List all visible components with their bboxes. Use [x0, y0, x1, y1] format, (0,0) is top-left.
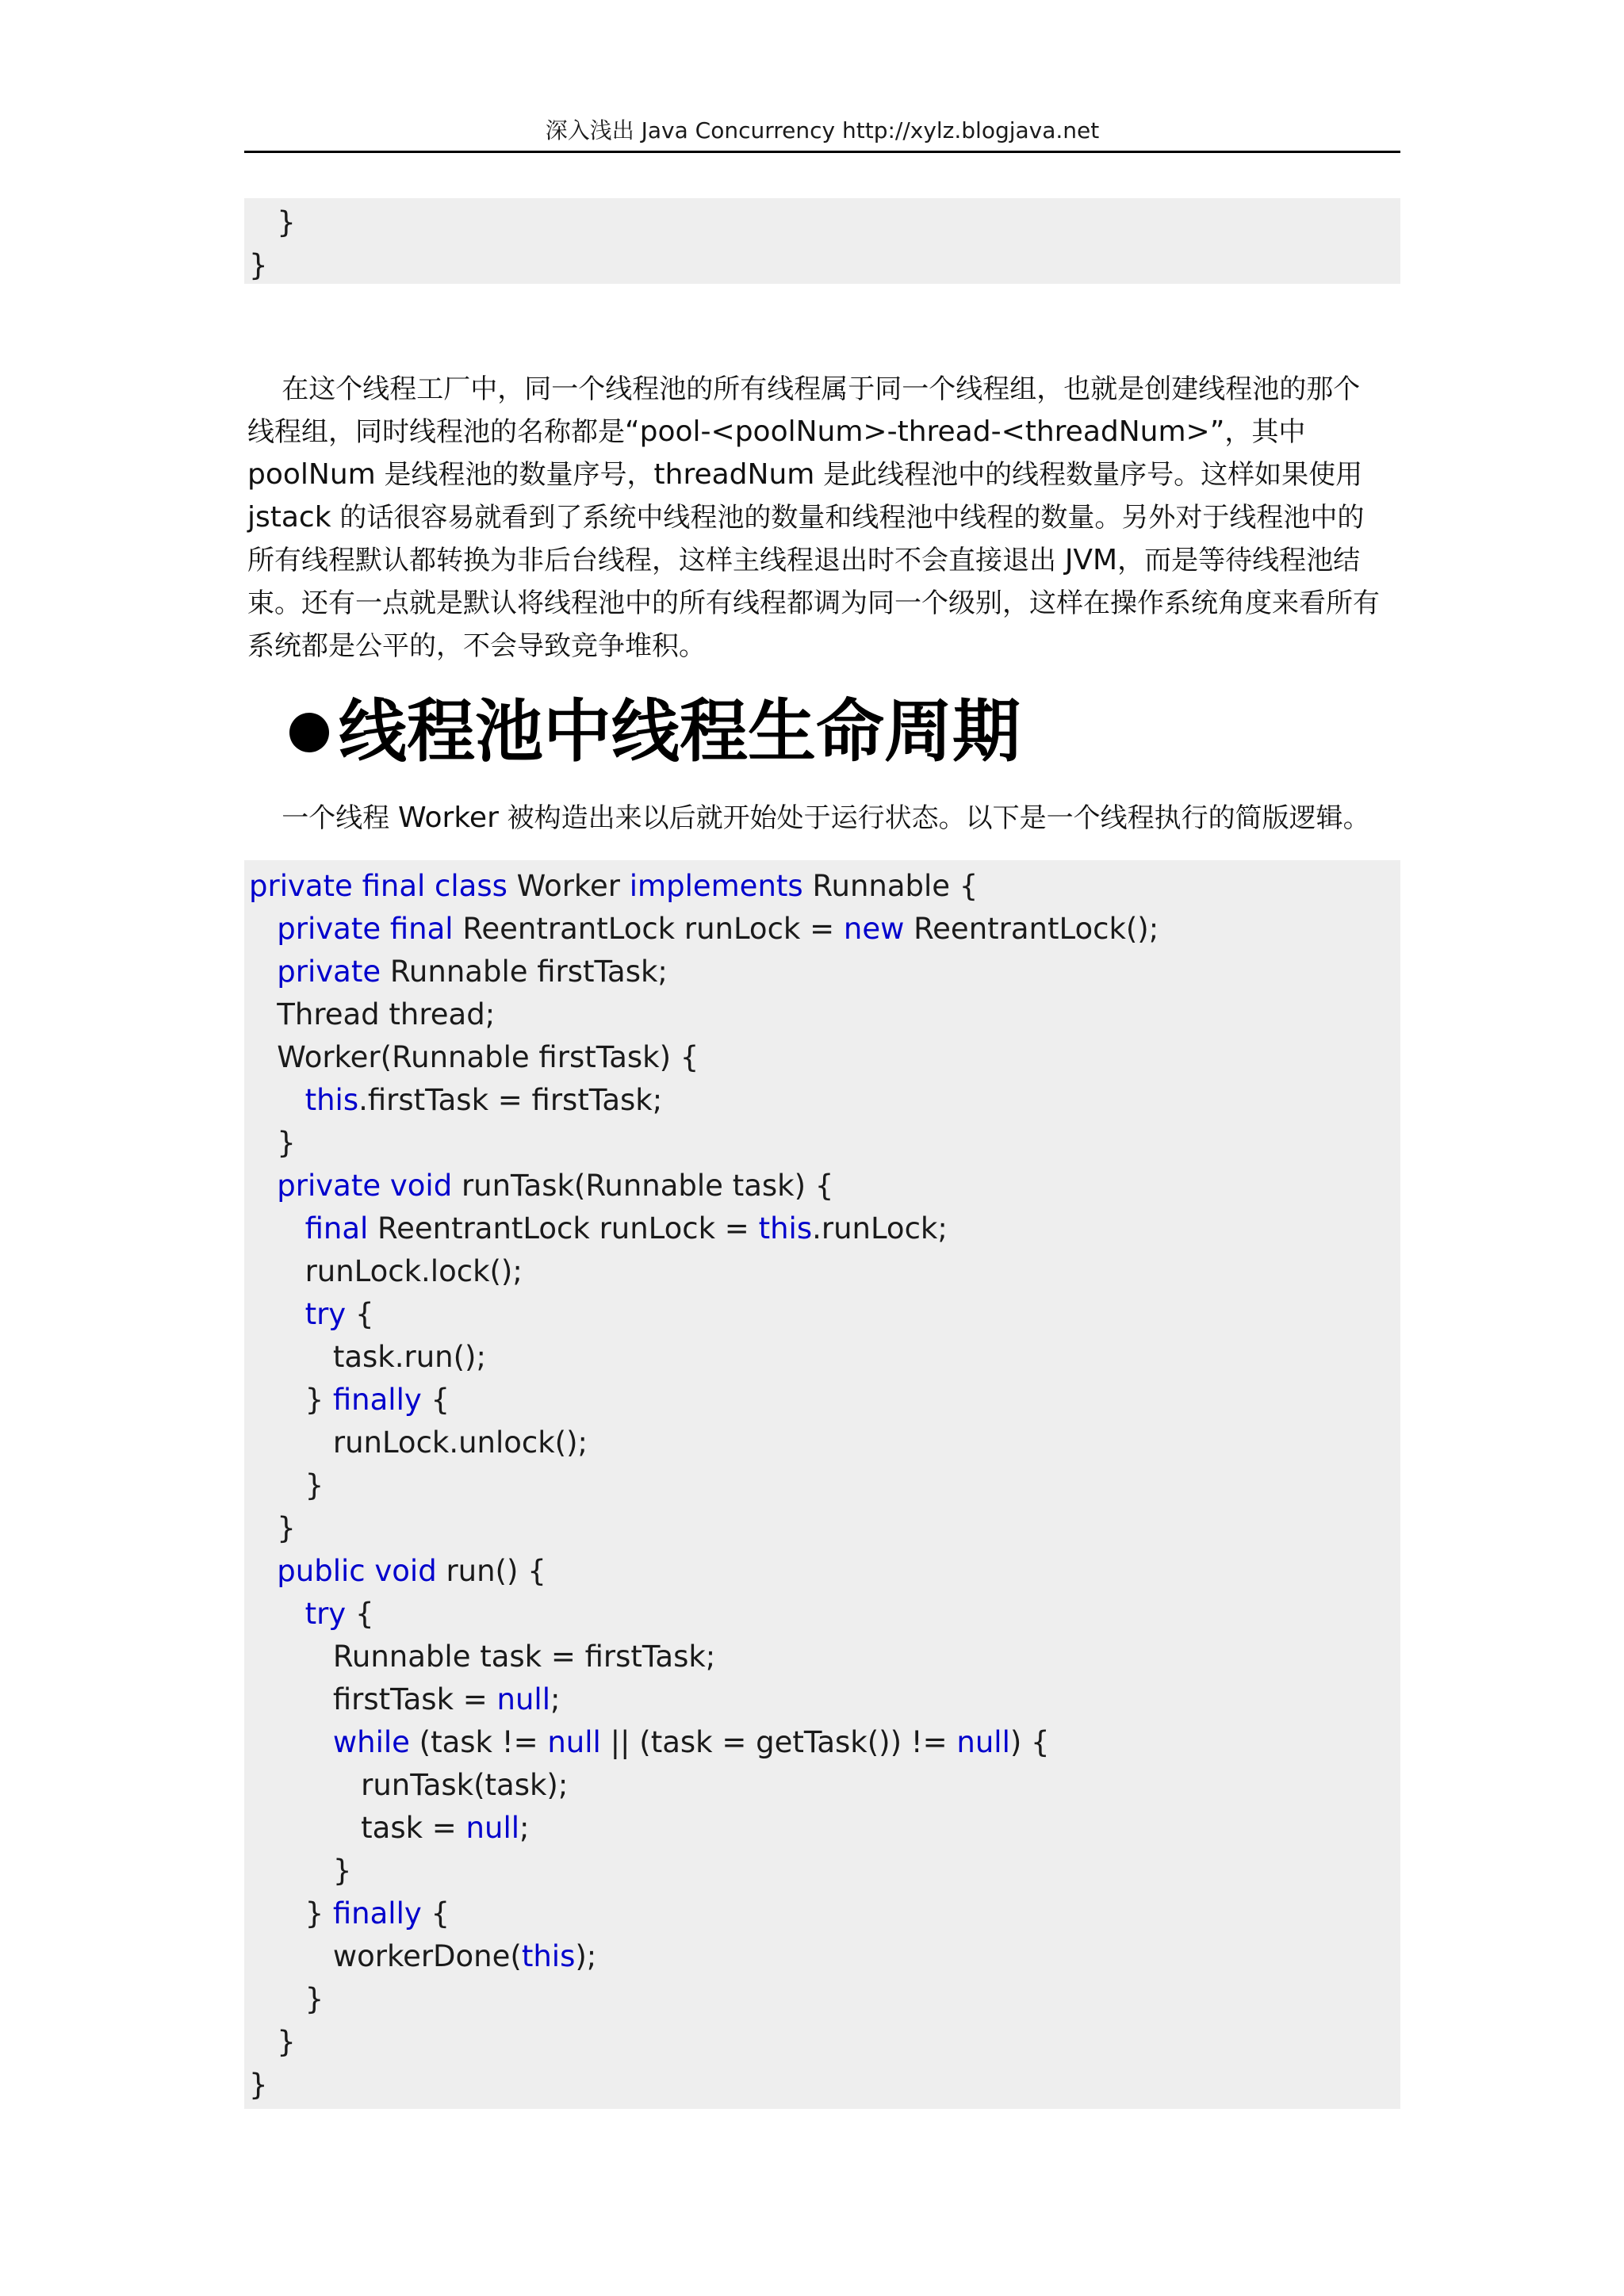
code-line	[244, 1293, 1400, 1336]
text-segment: Runnable firstTask;	[381, 955, 668, 989]
text-segment	[249, 1297, 305, 1331]
inline-latin-text: “pool-<poolNum>-thread-<threadNum>”	[625, 415, 1225, 448]
code-keyword: finally	[332, 1896, 422, 1931]
text-segment: runLock.unlock();	[249, 1425, 588, 1460]
code-line	[244, 1636, 1400, 1678]
inline-latin-text: threadNum	[653, 458, 815, 491]
text-segment: .firstTask = firstTask;	[358, 1083, 663, 1117]
text-segment: Worker	[507, 869, 630, 903]
text-segment: }	[249, 1511, 296, 1545]
code-line	[244, 908, 1400, 951]
code-keyword: implements	[629, 869, 803, 903]
code-line	[244, 1850, 1400, 1892]
code-line	[244, 1079, 1400, 1122]
paragraph-line	[247, 411, 1397, 453]
text-segment: 被构造出来以后就开始处于运行状态。以下是一个线程执行的简版逻辑。	[498, 802, 1370, 834]
header-rule	[244, 151, 1400, 153]
code-block-fragment	[244, 198, 1400, 284]
text-segment	[249, 1169, 277, 1203]
text-segment: task.run();	[249, 1340, 486, 1374]
code-line	[244, 1935, 1400, 1978]
code-line	[244, 1379, 1400, 1422]
code-keyword: null	[547, 1725, 601, 1759]
body-paragraph	[247, 368, 1397, 668]
text-segment: Runnable {	[802, 869, 979, 903]
text-segment: 束。还有一点就是默认将线程池中的所有线程都调为同一个级别，这样在操作系统角度来看所有	[247, 587, 1380, 619]
section-heading-text: 线程池中线程生命周期	[339, 691, 1021, 771]
inline-latin-text: poolNum	[247, 458, 376, 491]
code-keyword: try	[304, 1297, 347, 1331]
text-segment: 系统都是公平的，不会导致竞争堆积。	[247, 630, 706, 662]
inline-latin-text: jstack	[247, 501, 331, 534]
text-segment: 一个线程	[247, 802, 399, 834]
code-keyword: new	[843, 912, 905, 946]
text-segment	[249, 1211, 305, 1246]
code-line	[244, 2064, 1400, 2107]
text-segment: runTask(Runnable task) {	[452, 1169, 834, 1203]
paragraph-line	[247, 582, 1397, 625]
text-segment: || (task = getTask()) !=	[600, 1725, 957, 1759]
section-heading	[289, 688, 1021, 775]
inline-latin-text: JVM	[1064, 544, 1118, 576]
intro-line	[247, 797, 1401, 840]
code-block-worker	[244, 860, 1400, 2109]
code-keyword: null	[956, 1725, 1010, 1759]
code-keyword: null	[496, 1682, 550, 1716]
text-segment: runTask(task);	[249, 1768, 569, 1802]
text-segment: Worker(Runnable firstTask) {	[249, 1040, 699, 1074]
code-line	[244, 244, 1400, 287]
code-line	[244, 1892, 1400, 1935]
text-segment: Thread thread;	[249, 997, 496, 1031]
code-line	[244, 1807, 1400, 1850]
code-keyword: finally	[332, 1383, 422, 1417]
text-segment	[249, 1554, 277, 1588]
text-segment: ，而是等待线程池结	[1117, 545, 1361, 576]
code-line	[244, 1507, 1400, 1550]
code-keyword: this	[304, 1083, 359, 1117]
code-line	[244, 1678, 1400, 1721]
code-line	[244, 1250, 1400, 1293]
text-segment: }	[249, 2068, 268, 2102]
text-segment	[249, 912, 277, 946]
bullet-icon	[289, 713, 329, 752]
text-segment: .runLock;	[812, 1211, 948, 1246]
text-segment: run() {	[436, 1554, 546, 1588]
text-segment: }	[249, 2025, 296, 2059]
code-line	[244, 1207, 1400, 1250]
text-segment: firstTask =	[249, 1682, 497, 1716]
text-segment	[249, 1725, 333, 1759]
text-segment: ReentrantLock runLock =	[453, 912, 844, 946]
code-line	[244, 1165, 1400, 1207]
text-segment: {	[421, 1896, 450, 1931]
code-line	[244, 1593, 1400, 1636]
text-segment: }	[249, 1854, 352, 1888]
text-segment: 是此线程池中的线程数量序号。这样如果使用	[814, 459, 1363, 491]
paragraph-line	[247, 625, 1397, 668]
text-segment: }	[249, 248, 268, 282]
text-segment	[249, 1083, 305, 1117]
text-segment: ，其中	[1224, 416, 1306, 448]
text-segment: {	[346, 1297, 374, 1331]
code-keyword: private final	[277, 912, 454, 946]
code-keyword: private final class	[249, 869, 508, 903]
text-segment: workerDone(	[249, 1939, 522, 1973]
text-segment: 的话很容易就看到了系统中线程池的数量和线程池中线程的数量。另外对于线程池中的	[331, 502, 1365, 534]
code-line	[244, 1721, 1400, 1764]
text-segment: }	[249, 1982, 324, 2016]
text-segment: 在这个线程工厂中，同一个线程池的所有线程属于同一个线程组，也就是创建线程池的那个	[247, 373, 1361, 405]
text-segment: Runnable task = firstTask;	[249, 1640, 716, 1674]
code-line	[244, 1550, 1400, 1593]
code-line	[244, 1036, 1400, 1079]
code-keyword: while	[332, 1725, 410, 1759]
text-segment: (task !=	[409, 1725, 548, 1759]
code-keyword: final	[304, 1211, 369, 1246]
code-line	[244, 951, 1400, 993]
code-line	[244, 2021, 1400, 2064]
text-segment: );	[575, 1939, 597, 1973]
code-line	[244, 1336, 1400, 1379]
code-line	[244, 1464, 1400, 1507]
code-line	[244, 1764, 1400, 1807]
text-segment	[249, 1597, 305, 1631]
text-segment: }	[249, 1126, 296, 1160]
text-segment: ReentrantLock();	[904, 912, 1159, 946]
code-keyword: private	[277, 955, 381, 989]
text-segment: }	[249, 1896, 333, 1931]
text-segment: ;	[550, 1682, 561, 1716]
text-segment: }	[249, 1468, 324, 1502]
text-segment: ) {	[1009, 1725, 1050, 1759]
text-segment: {	[421, 1383, 450, 1417]
text-segment: task =	[249, 1811, 466, 1845]
paragraph-line	[247, 368, 1397, 411]
code-line	[244, 865, 1400, 908]
code-keyword: try	[304, 1597, 347, 1631]
text-segment: }	[249, 205, 296, 239]
code-line	[244, 993, 1400, 1036]
paragraph-line	[247, 539, 1397, 582]
text-segment: 所有线程默认都转换为非后台线程，这样主线程退出时不会直接退出	[247, 545, 1065, 576]
text-segment: runLock.lock();	[249, 1254, 523, 1288]
text-segment	[249, 955, 277, 989]
inline-latin-text: Worker	[398, 802, 499, 834]
text-segment: }	[249, 1383, 333, 1417]
code-keyword: this	[521, 1939, 576, 1973]
code-line	[244, 1422, 1400, 1464]
code-keyword: private void	[277, 1169, 453, 1203]
code-keyword: public void	[277, 1554, 437, 1588]
code-line	[244, 1122, 1400, 1165]
running-header: 深入浅出 Java Concurrency http://xylz.blogjava.net	[545, 117, 1100, 144]
paragraph-line	[247, 453, 1397, 496]
text-segment: ReentrantLock runLock =	[368, 1211, 759, 1246]
code-line	[244, 201, 1400, 244]
code-keyword: this	[758, 1211, 813, 1246]
code-keyword: null	[465, 1811, 520, 1845]
text-segment: 是线程池的数量序号，	[375, 459, 654, 491]
text-segment: {	[346, 1597, 374, 1631]
code-line	[244, 1978, 1400, 2021]
text-segment: 线程组，同时线程池的名称都是	[247, 416, 625, 448]
text-segment: ;	[519, 1811, 530, 1845]
paragraph-line	[247, 496, 1397, 539]
